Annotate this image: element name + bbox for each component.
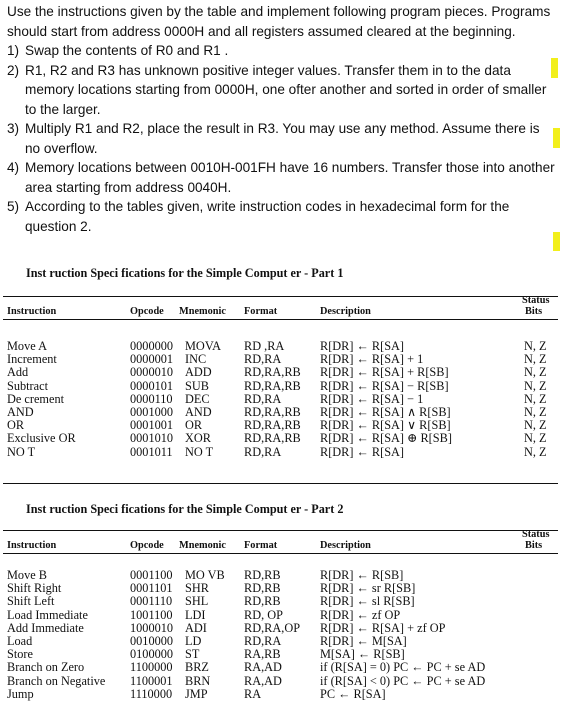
cell-opcode: 1100001 <box>130 673 173 688</box>
table-row <box>3 568 558 581</box>
cell-description: R[DR] ← R[SA] <box>320 444 405 459</box>
table-row <box>3 365 558 378</box>
task-item <box>7 197 557 236</box>
cell-instruction: AND <box>7 404 34 419</box>
highlight-mark-2 <box>553 128 560 148</box>
cell-description: if (R[SA] = 0) PC ← PC + se AD <box>320 660 486 675</box>
cell-opcode: 0001110 <box>130 594 173 609</box>
cell-description: R[DR] ← R[SA] ⊕ R[SB] <box>320 431 452 446</box>
cell-instruction: Subtract <box>7 378 48 393</box>
cell-format: RA,AD <box>244 673 282 688</box>
table2-header-mnemonic: Mnemonic <box>179 540 226 551</box>
cell-description: R[DR] ← R[SB] <box>320 568 404 582</box>
cell-opcode: 0001010 <box>130 431 174 446</box>
table2-header-bits: Bits <box>525 540 543 551</box>
table2-title: Inst ruction Speci fications for the Simple Comput er - Part 2 <box>26 502 344 516</box>
table1-header <box>3 296 558 320</box>
table2-header-status: Status <box>522 529 550 540</box>
cell-opcode: 0000110 <box>130 391 173 406</box>
cell-status: N, Z <box>524 391 547 406</box>
cell-format: RD, OP <box>244 607 283 622</box>
cell-format: RD,RA <box>244 352 282 367</box>
table2-header-description: Description <box>320 540 371 551</box>
cell-instruction: Move A <box>7 339 47 353</box>
cell-mnemonic: MO VB <box>185 568 225 582</box>
cell-instruction: Exclusive OR <box>7 431 76 446</box>
cell-description: R[DR] ← sr R[SB] <box>320 581 416 596</box>
cell-mnemonic: NO T <box>185 444 214 459</box>
table-row <box>3 352 558 365</box>
cell-instruction: Increment <box>7 352 57 367</box>
table1-header-mnemonic: Mnemonic <box>179 306 226 317</box>
cell-mnemonic: LDI <box>185 607 206 622</box>
table-row <box>3 594 558 607</box>
cell-opcode: 0001101 <box>130 581 173 596</box>
cell-instruction: Load Immediate <box>7 607 88 622</box>
cell-mnemonic: ADI <box>185 620 207 635</box>
table1-header-description: Description <box>320 306 371 317</box>
table-row <box>3 431 558 444</box>
cell-mnemonic: ST <box>185 647 200 662</box>
task-text: Multiply R1 and R2, place the result in R3. You may use any method. Assume there is no overflow. <box>25 121 540 156</box>
cell-opcode: 0001011 <box>130 444 173 459</box>
cell-mnemonic: INC <box>185 352 207 367</box>
cell-status: N, Z <box>524 431 547 446</box>
cell-description: R[DR] ← R[SA] − R[SB] <box>320 378 449 393</box>
cell-instruction: Branch on Zero <box>7 660 85 675</box>
cell-mnemonic: AND <box>185 404 212 419</box>
cell-mnemonic: OR <box>185 418 203 433</box>
table1-header-opcode: Opcode <box>130 306 164 317</box>
task-number: 1) <box>7 43 20 58</box>
table1-bottom-rule <box>3 483 558 484</box>
cell-format: RD,RA <box>244 444 282 459</box>
cell-mnemonic: BRZ <box>185 660 209 675</box>
cell-opcode: 0000101 <box>130 378 174 393</box>
cell-status: N, Z <box>524 352 547 367</box>
cell-mnemonic: XOR <box>185 431 211 446</box>
task-text: According to the tables given, write instruction codes in hexadecimal form for the question 2. <box>25 199 510 234</box>
table-row <box>3 674 558 687</box>
table2-body <box>3 568 558 700</box>
cell-description: R[DR] ← R[SA] ∧ R[SB] <box>320 404 451 419</box>
table-row <box>3 418 558 431</box>
cell-status: N, Z <box>524 418 547 433</box>
cell-instruction: Load <box>7 633 33 648</box>
task-item <box>7 41 557 61</box>
cell-status: N, Z <box>524 339 547 353</box>
cell-format: RD ,RA <box>244 339 285 353</box>
cell-opcode: 0000001 <box>130 352 174 367</box>
cell-mnemonic: LD <box>185 633 202 648</box>
cell-mnemonic: SHR <box>185 581 209 596</box>
cell-format: RA,RB <box>244 647 281 662</box>
cell-opcode: 0000010 <box>130 365 174 380</box>
cell-description: PC ← R[SA] <box>320 686 386 701</box>
cell-format: RD,RA,RB <box>244 431 301 446</box>
table-row <box>3 660 558 673</box>
cell-instruction: De crement <box>7 391 65 406</box>
cell-description: R[DR] ← R[SA] + 1 <box>320 352 424 367</box>
cell-instruction: Store <box>7 647 33 662</box>
cell-instruction: Jump <box>7 686 34 701</box>
cell-opcode: 0010000 <box>130 633 174 648</box>
cell-format: RD,RB <box>244 568 281 582</box>
task-item <box>7 61 557 120</box>
task-number: 2) <box>7 62 20 78</box>
cell-description: R[DR] ← R[SA] + zf OP <box>320 620 446 635</box>
table-row <box>3 608 558 621</box>
cell-format: RD,RB <box>244 581 281 596</box>
task-number: 4) <box>7 160 20 175</box>
cell-instruction: Shift Right <box>7 581 62 596</box>
assignment-text <box>7 2 557 236</box>
cell-format: RD,RA <box>244 391 282 406</box>
table1-header-status: Status <box>522 295 550 306</box>
cell-description: R[DR] ← R[SA] − 1 <box>320 391 424 406</box>
cell-opcode: 0001001 <box>130 418 174 433</box>
cell-format: RA,AD <box>244 660 282 675</box>
table-row <box>3 445 558 458</box>
table-row <box>3 634 558 647</box>
cell-description: R[DR] ← R[SA] <box>320 339 405 353</box>
cell-instruction: Add <box>7 365 29 380</box>
cell-format: RD,RA,RB <box>244 404 301 419</box>
table1-header-bits: Bits <box>525 306 543 317</box>
table1-body <box>3 339 558 458</box>
cell-mnemonic: JMP <box>185 686 208 701</box>
table-row <box>3 379 558 392</box>
cell-description: R[DR] ← zf OP <box>320 607 401 622</box>
table1-header-format: Format <box>244 306 278 317</box>
task-text: Swap the contents of R0 and R1 . <box>25 43 229 58</box>
task-text: R1, R2 and R3 has unknown positive integer values. Transfer them in to the data memory locations starting from 0000H, one ofter another and sorted in order of smaller to the larger. <box>25 62 547 117</box>
cell-description: M[SA] ← R[SB] <box>320 647 405 662</box>
cell-format: RD,RB <box>244 594 281 609</box>
cell-format: RA <box>244 686 262 701</box>
cell-instruction: NO T <box>7 444 36 459</box>
cell-description: R[DR] ← R[SA] + R[SB] <box>320 365 449 380</box>
highlight-mark-1 <box>551 58 558 78</box>
task-list <box>7 41 557 236</box>
cell-instruction: Shift Left <box>7 594 55 609</box>
highlight-mark-3 <box>553 232 560 251</box>
cell-opcode: 0100000 <box>130 647 174 662</box>
cell-mnemonic: DEC <box>185 391 210 406</box>
cell-opcode: 0000000 <box>130 339 174 353</box>
cell-mnemonic: ADD <box>185 365 212 380</box>
task-item <box>7 158 557 197</box>
task-number: 3) <box>7 121 20 136</box>
cell-opcode: 1001100 <box>130 607 173 622</box>
table-row <box>3 392 558 405</box>
cell-opcode: 1110000 <box>130 686 173 701</box>
table2-header-instruction: Instruction <box>7 540 57 551</box>
cell-format: RD,RA,RB <box>244 418 301 433</box>
cell-opcode: 1000010 <box>130 620 174 635</box>
cell-opcode: 1100000 <box>130 660 173 675</box>
cell-instruction: Branch on Negative <box>7 673 106 688</box>
cell-description: R[DR] ← sl R[SB] <box>320 594 415 609</box>
table2-header-format: Format <box>244 540 278 551</box>
table-row <box>3 687 558 700</box>
task-number: 5) <box>7 199 20 214</box>
cell-mnemonic: SUB <box>185 378 209 393</box>
table1-header-instruction: Instruction <box>7 306 57 317</box>
cell-description: if (R[SA] < 0) PC ← PC + se AD <box>320 673 486 688</box>
cell-status: N, Z <box>524 404 547 419</box>
intro-paragraph: Use the instructions given by the table and implement following program pieces. Programs should start from address 0000H and all registers assumed cleared at the beginning. <box>7 4 551 39</box>
cell-opcode: 0001100 <box>130 568 173 582</box>
cell-mnemonic: SHL <box>185 594 209 609</box>
cell-instruction: Add Immediate <box>7 620 84 635</box>
table2-header <box>3 530 558 554</box>
table-row <box>3 647 558 660</box>
task-item <box>7 119 557 158</box>
cell-instruction: Move B <box>7 568 47 582</box>
table2-header-opcode: Opcode <box>130 540 164 551</box>
cell-format: RD,RA,RB <box>244 378 301 393</box>
cell-mnemonic: MOVA <box>185 339 221 353</box>
cell-description: R[DR] ← R[SA] ∨ R[SB] <box>320 418 451 433</box>
cell-status: N, Z <box>524 378 547 393</box>
cell-format: RD,RA,RB <box>244 365 301 380</box>
table1-title: Inst ruction Speci fications for the Simple Comput er - Part 1 <box>26 266 344 280</box>
table-row <box>3 339 558 352</box>
cell-description: R[DR] ← M[SA] <box>320 633 407 648</box>
cell-format: RD,RA <box>244 633 282 648</box>
table-row <box>3 405 558 418</box>
table-row <box>3 621 558 634</box>
cell-status: N, Z <box>524 444 547 459</box>
cell-status: N, Z <box>524 365 547 380</box>
cell-format: RD,RA,OP <box>244 620 301 635</box>
cell-mnemonic: BRN <box>185 673 211 688</box>
task-text: Memory locations between 0010H-001FH have 16 numbers. Transfer those into another area starting from address 0040H. <box>25 160 555 195</box>
table-row <box>3 581 558 594</box>
cell-opcode: 0001000 <box>130 404 174 419</box>
cell-instruction: OR <box>7 418 25 433</box>
